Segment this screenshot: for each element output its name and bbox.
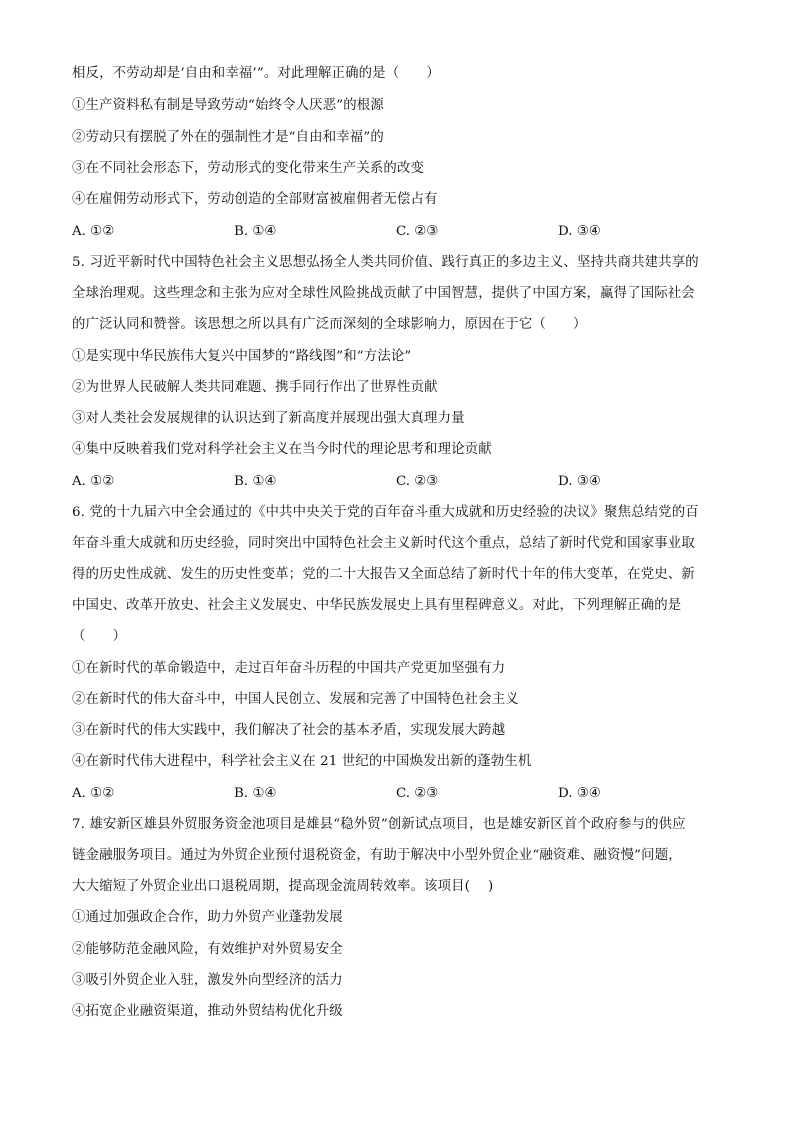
q4-item: ②劳动只有摆脱了外在的强制性才是“自由和幸福”的: [72, 130, 384, 145]
q6-stem-line: 6. 党的十九届六中全会通过的《中共中央关于党的百年奋斗重大成就和历史经验的决议》聚焦总结党的百: [72, 505, 699, 520]
q6-stem-line: 年奋斗重大成就和历史经验，同时突出中国特色社会主义新时代这个重点，总结了新时代党和国家事业取: [72, 536, 695, 551]
q6-item: ③在新时代的伟大实践中，我们解决了社会的基本矛盾，实现发展大跨越: [72, 723, 506, 738]
q7-stem-line: 7. 雄安新区雄县外贸服务资金池项目是雄县“稳外贸”创新试点项目，也是雄安新区首个政府参与的供应: [72, 817, 686, 832]
q5-item: ④集中反映着我们党对科学社会主义在当今时代的理论思考和理论贡献: [72, 442, 492, 457]
q6-stem-line: 得的历史性成就、发生的历史性变革；党的二十大报告又全面总结了新时代十年的伟大变革，在党史、新: [72, 567, 695, 582]
q7-item: ④拓宽企业融资渠道，推动外贸结构优化升级: [72, 1004, 343, 1019]
q7-item: ①通过加强政企合作，助力外贸产业蓬勃发展: [72, 910, 343, 925]
q6-item: ①在新时代的革命锻造中，走过百年奋斗历程的中国共产党更加坚强有力: [72, 661, 506, 676]
option-b: B. ①④: [234, 786, 277, 801]
q6-stem-line: （ ）: [72, 629, 127, 644]
option-d: D. ③④: [558, 474, 601, 489]
option-a: A. ①②: [72, 224, 115, 239]
option-a: A. ①②: [72, 474, 115, 489]
q6-options: [72, 784, 724, 804]
q5-stem-line: 的广泛认同和赞誉。该思想之所以具有广泛而深刻的全球影响力，原因在于它（ ）: [72, 317, 587, 332]
q4-item: ①生产资料私有制是导致劳动“始终令人厌恶”的根源: [72, 98, 384, 113]
q4-options: [72, 222, 724, 242]
option-c: C. ②③: [396, 224, 439, 239]
option-c: C. ②③: [396, 786, 439, 801]
q5-item: ①是实现中华民族伟大复兴中国梦的“路线图”和“方法论”: [72, 349, 412, 364]
option-b: B. ①④: [234, 224, 277, 239]
q4-item: ④在雇佣劳动形式下，劳动创造的全部财富被雇佣者无偿占有: [72, 192, 438, 207]
q5-stem-line: 全球治理观。这些理念和主张为应对全球性风险挑战贡献了中国智慧，提供了中国方案，赢得了国际社会: [72, 286, 695, 301]
option-d: D. ③④: [558, 786, 601, 801]
option-d: D. ③④: [558, 224, 601, 239]
q7-stem-line: 链金融服务项目。通过为外贸企业预付退税资金，有助于解决中小型外贸企业“融资难、融资慢”问题，: [72, 848, 682, 863]
q5-stem-line: 5. 习近平新时代中国特色社会主义思想弘扬全人类共同价值、践行真正的多边主义、坚持共商共建共享的: [72, 255, 699, 270]
option-b: B. ①④: [234, 474, 277, 489]
q6-item: ②在新时代的伟大奋斗中，中国人民创立、发展和完善了中国特色社会主义: [72, 692, 519, 707]
q7-item: ②能够防范金融风险，有效维护对外贸易安全: [72, 942, 343, 957]
q6-stem-line: 中国史、改革开放史、社会主义发展史、中华民族发展史上具有里程碑意义。对此，下列理解正确的是: [72, 598, 682, 613]
q4-item: ③在不同社会形态下，劳动形式的变化带来生产关系的改变: [72, 161, 425, 176]
q5-item: ③对人类社会发展规律的认识达到了新高度并展现出强大真理力量: [72, 411, 465, 426]
q6-item: ④在新时代伟大进程中，科学社会主义在 21 世纪的中国焕发出新的蓬勃生机: [72, 754, 532, 769]
q5-options: [72, 472, 724, 492]
q7-stem-line: 大大缩短了外贸企业出口退税周期，提高现金流周转效率。该项目( ): [72, 879, 494, 894]
q5-item: ②为世界人民破解人类共同难题、携手同行作出了世界性贡献: [72, 380, 438, 395]
q7-item: ③吸引外贸企业入驻，激发外向型经济的活力: [72, 973, 343, 988]
q4-stem-line: 相反，不劳动却是‘自由和幸福’”。对此理解正确的是（ ）: [72, 66, 440, 81]
option-a: A. ①②: [72, 786, 115, 801]
option-c: C. ②③: [396, 474, 439, 489]
